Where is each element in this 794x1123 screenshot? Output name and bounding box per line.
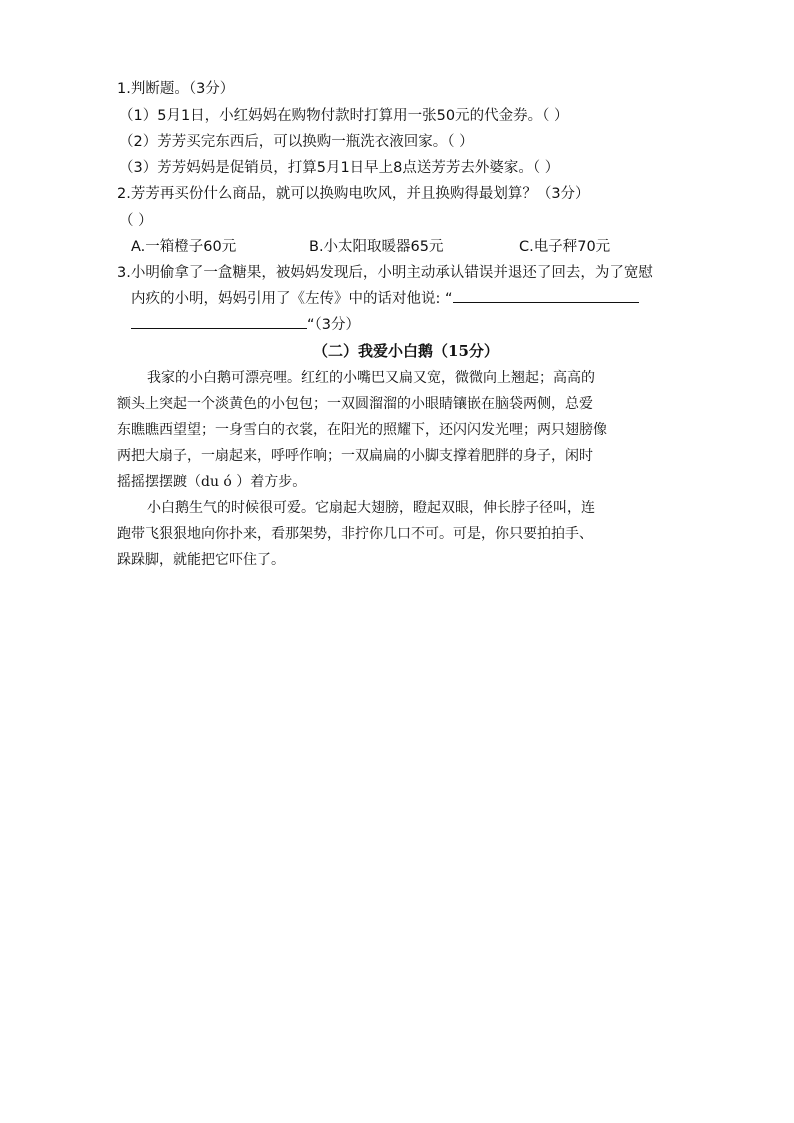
q2-answer-paren: （ ） <box>119 213 153 229</box>
passage-p2-line-3: 跺跺脚，就能把它吓住了。 <box>117 552 285 568</box>
passage-p1-line-2: 额头上突起一个淡黄色的小包包；一双圆溜溜的小眼睛镶嵌在脑袋两侧，总爱 <box>117 396 593 412</box>
q3-line-2-text: 内疚的小明，妈妈引用了《左传》中的话对他说: “ <box>131 291 453 307</box>
q2-option-b: B.小太阳取暖器65元 <box>309 239 444 255</box>
q2-option-c: C.电子秤70元 <box>519 239 611 255</box>
q3-line-1: 3.小明偷拿了一盒糖果，被妈妈发现后，小明主动承认错误并退还了回去，为了宽慰 <box>117 265 653 281</box>
passage-p1-line-4: 两把大扇子，一扇起来，呼呼作响；一双扁扁的小脚支撑着肥胖的身子，闲时 <box>117 448 593 464</box>
q1-item-3: （3）芳芳妈妈是促销员，打算5月1日早上8点送芳芳去外婆家。（ ） <box>119 160 560 176</box>
passage-p1-line-1: 我家的小白鹅可漂亮哩。红红的小嘴巴又扁又宽，微微向上翘起；高高的 <box>147 370 595 386</box>
q3-line-3 <box>131 314 360 336</box>
passage-p1-line-3: 东瞧瞧西望望；一身雪白的衣裳，在阳光的照耀下，还闪闪发光哩；两只翅膀像 <box>117 422 607 438</box>
q3-line-3-text: “（3分） <box>307 317 360 333</box>
q3-answer-blank-1[interactable] <box>453 288 639 303</box>
q3-line-2 <box>131 288 639 310</box>
passage-p2-line-2: 跑带飞狠狠地向你扑来，看那架势，非拧你几口不可。可是，你只要拍拍手、 <box>117 526 593 542</box>
q2-heading: 2.芳芳再买份什么商品，就可以换购电吹风，并且换购得最划算？（3分） <box>117 186 590 202</box>
q1-item-1: （1）5月1日，小红妈妈在购物付款时打算用一张50元的代金券。（ ） <box>119 108 569 124</box>
q3-answer-blank-2[interactable] <box>131 314 307 329</box>
q1-heading: 1.判断题。（3分） <box>117 81 235 97</box>
passage-p1-line-5: 摇摇摆摆踱（du ó ）着方步。 <box>117 474 307 490</box>
passage-p2-line-1: 小白鹅生气的时候很可爱。它扇起大翅膀，瞪起双眼，伸长脖子径叫，连 <box>147 500 595 516</box>
section-2-title: （二）我爱小白鹅（15分） <box>313 342 499 360</box>
q1-item-2: （2）芳芳买完东西后，可以换购一瓶洗衣液回家。（ ） <box>119 134 474 150</box>
q2-option-a: A.一箱橙子60元 <box>131 239 237 255</box>
